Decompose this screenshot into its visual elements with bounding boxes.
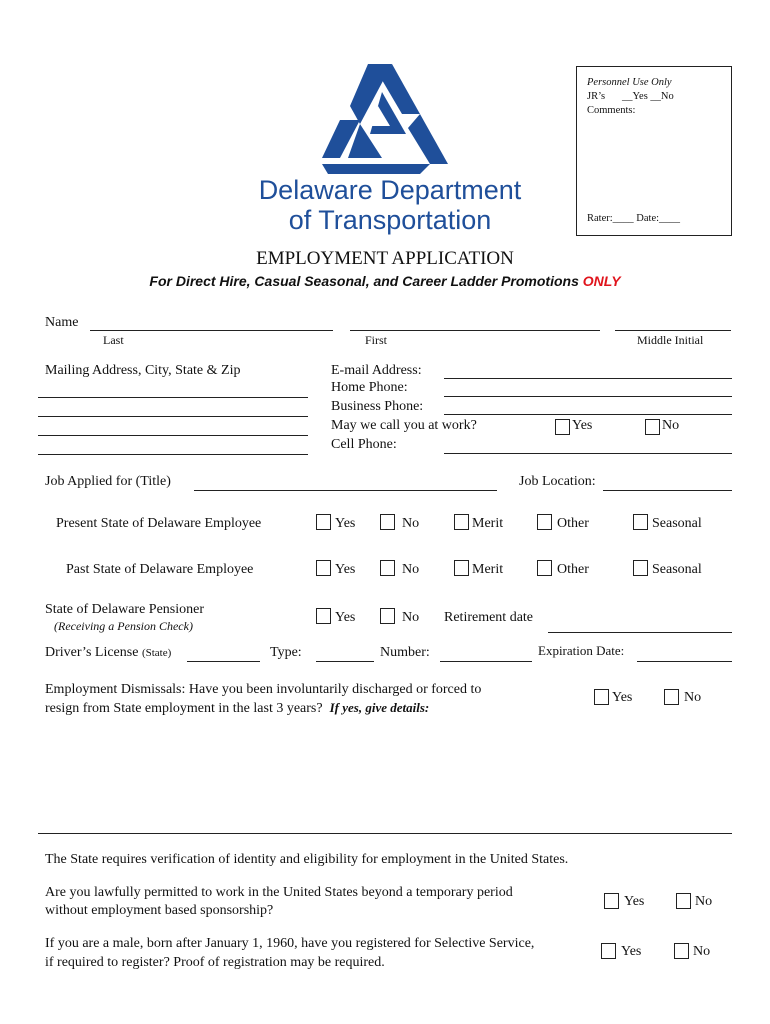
past-yes-label: Yes — [335, 562, 356, 577]
address-line-2[interactable] — [38, 416, 308, 417]
present-merit-checkbox[interactable] — [454, 514, 469, 530]
last-caption: Last — [103, 333, 124, 347]
selective-no-label: No — [693, 944, 711, 959]
selective-yes-checkbox[interactable] — [601, 943, 616, 959]
present-employee-label: Present State of Delaware Employee — [56, 516, 262, 531]
license-state-caption: (State) — [141, 647, 172, 659]
license-state-field[interactable] — [187, 661, 260, 662]
call-at-work-label: May we call you at work? — [331, 418, 477, 433]
present-seasonal-label: Seasonal — [652, 516, 702, 531]
past-merit-label: Merit — [472, 562, 504, 577]
pensioner-no-checkbox[interactable] — [380, 608, 395, 624]
license-number-field[interactable] — [440, 661, 532, 662]
personnel-use-box — [576, 66, 732, 236]
pensioner-label: State of Delaware Pensioner — [45, 602, 204, 617]
verification-text: The State requires verification of identity and eligibility for employment in the United States. — [45, 852, 569, 867]
call-work-yes-checkbox[interactable] — [555, 419, 570, 435]
address-label: Mailing Address, City, State & Zip — [45, 363, 241, 378]
personnel-yes-no: __Yes __No — [622, 91, 674, 102]
home-phone-field[interactable] — [444, 396, 732, 397]
job-title-field[interactable] — [194, 490, 497, 491]
past-other-label: Other — [557, 562, 589, 577]
retirement-date-label: Retirement date — [444, 610, 534, 625]
present-yes-checkbox[interactable] — [316, 514, 331, 530]
first-caption: First — [365, 333, 388, 347]
permitted-line-2: without employment based sponsorship? — [45, 903, 274, 918]
license-label-group — [45, 645, 171, 661]
call-work-no-checkbox[interactable] — [645, 419, 660, 435]
email-field[interactable] — [444, 378, 732, 379]
present-no-checkbox[interactable] — [380, 514, 395, 530]
dismissal-yes-label: Yes — [612, 690, 633, 705]
email-label: E-mail Address: — [331, 363, 422, 378]
job-location-field[interactable] — [603, 490, 732, 491]
personnel-jrs: JR’s — [587, 91, 606, 102]
permitted-no-checkbox[interactable] — [676, 893, 691, 909]
personnel-comments: Comments: — [587, 105, 636, 116]
cell-phone-field[interactable] — [444, 453, 732, 454]
call-work-yes-label: Yes — [572, 418, 593, 433]
first-name-field[interactable] — [350, 330, 600, 331]
dismissal-line-2: resign from State employment in the last 3 years? — [45, 701, 323, 716]
dismissal-details-area[interactable] — [45, 722, 732, 830]
logo-wordmark — [230, 175, 550, 235]
past-merit-checkbox[interactable] — [454, 560, 469, 576]
name-label: Name — [45, 315, 79, 330]
past-seasonal-checkbox[interactable] — [633, 560, 648, 576]
dismissal-no-checkbox[interactable] — [664, 689, 679, 705]
selective-line-1: If you are a male, born after January 1, 1960, have you registered for Selective Service, — [45, 936, 535, 951]
past-seasonal-label: Seasonal — [652, 562, 702, 577]
license-expiration-field[interactable] — [637, 661, 732, 662]
dismissal-no-label: No — [684, 690, 702, 705]
call-work-no-label: No — [662, 418, 680, 433]
license-expiration-label: Expiration Date: — [538, 643, 625, 658]
present-no-label: No — [402, 516, 420, 531]
middle-caption: Middle Initial — [637, 333, 704, 347]
permitted-yes-checkbox[interactable] — [604, 893, 619, 909]
pensioner-note: (Receiving a Pension Check) — [54, 619, 193, 633]
selective-line-2: if required to register? Proof of registration may be required. — [45, 955, 385, 970]
permitted-no-label: No — [695, 894, 713, 909]
subtitle-only: ONLY — [582, 273, 621, 289]
permitted-line-1: Are you lawfully permitted to work in the United States beyond a temporary period — [45, 885, 513, 900]
present-merit-label: Merit — [472, 516, 504, 531]
license-type-field[interactable] — [316, 661, 374, 662]
past-no-checkbox[interactable] — [380, 560, 395, 576]
license-number-label: Number: — [380, 645, 430, 660]
address-line-4[interactable] — [38, 454, 308, 455]
logo-line-2: of Transportation — [288, 205, 492, 235]
job-title-label: Job Applied for (Title) — [45, 474, 171, 489]
job-location-label: Job Location: — [519, 474, 596, 489]
present-seasonal-checkbox[interactable] — [633, 514, 648, 530]
page-title: EMPLOYMENT APPLICATION — [256, 248, 514, 269]
license-label: Driver’s License — [45, 645, 139, 660]
past-yes-checkbox[interactable] — [316, 560, 331, 576]
pensioner-yes-label: Yes — [335, 610, 356, 625]
past-employee-label: Past State of Delaware Employee — [66, 562, 254, 577]
present-other-checkbox[interactable] — [537, 514, 552, 530]
present-other-label: Other — [557, 516, 589, 531]
present-yes-label: Yes — [335, 516, 356, 531]
section-divider — [38, 833, 732, 834]
business-phone-label: Business Phone: — [331, 399, 424, 414]
dismissal-line-2-group — [45, 700, 429, 717]
past-no-label: No — [402, 562, 420, 577]
retirement-date-field[interactable] — [548, 632, 732, 633]
dismissal-yes-checkbox[interactable] — [594, 689, 609, 705]
business-phone-field[interactable] — [444, 414, 732, 415]
license-type-label: Type: — [270, 645, 302, 660]
address-line-1[interactable] — [38, 397, 308, 398]
pensioner-no-label: No — [402, 610, 420, 625]
dismissal-line-1: Employment Dismissals: Have you been involuntarily discharged or forced to — [45, 682, 482, 697]
home-phone-label: Home Phone: — [331, 380, 408, 395]
personnel-rater: Rater:____ Date:____ — [587, 213, 681, 224]
subtitle-main: For Direct Hire, Casual Seasonal, and Career Ladder Promotions — [149, 273, 583, 289]
address-line-3[interactable] — [38, 435, 308, 436]
middle-initial-field[interactable] — [615, 330, 731, 331]
page-subtitle — [0, 273, 770, 289]
dismissal-details: If yes, give details: — [329, 700, 430, 715]
last-name-field[interactable] — [90, 330, 333, 331]
selective-no-checkbox[interactable] — [674, 943, 689, 959]
cell-phone-label: Cell Phone: — [331, 437, 397, 452]
past-other-checkbox[interactable] — [537, 560, 552, 576]
permitted-yes-label: Yes — [624, 894, 645, 909]
pensioner-yes-checkbox[interactable] — [316, 608, 331, 624]
selective-yes-label: Yes — [621, 944, 642, 959]
personnel-heading: Personnel Use Only — [587, 77, 672, 88]
dot-logo-icon — [320, 62, 450, 174]
logo-line-1: Delaware Department — [258, 175, 522, 205]
